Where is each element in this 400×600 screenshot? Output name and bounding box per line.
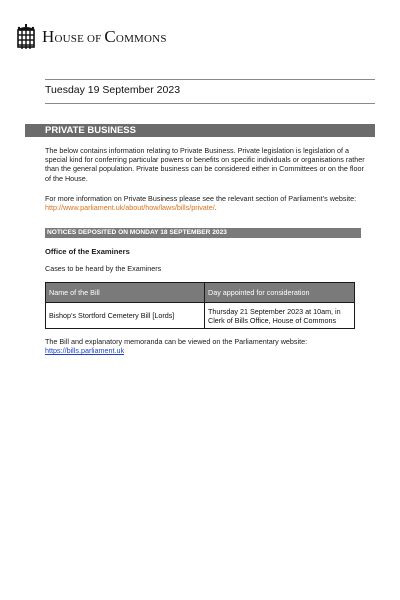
info-suffix: . [214, 203, 217, 213]
info-text: For more information on Private Business please see the relevant section of Parliament’s website: [45, 194, 357, 203]
day-line-2: Clerk of Bills Office, House of Commons [208, 315, 337, 325]
bill-name-cell: Bishop’s Stortford Cemetery Bill [Lords] [46, 303, 205, 329]
divider [45, 103, 375, 104]
private-business-link[interactable]: http://www.parliament.uk/about/how/laws/bills/private/ [45, 203, 215, 213]
section-heading [25, 124, 375, 137]
section-title: PRIVATE BUSINESS [45, 125, 136, 136]
day-appointed-cell [205, 303, 355, 329]
footer-text: The Bill and explanatory memoranda can be viewed on the Parliamentary website: [45, 337, 308, 346]
footer-link-line [45, 346, 124, 355]
examiners-subheading: Office of the Examiners [45, 247, 130, 256]
info-paragraph [45, 194, 365, 212]
org-name: HOUSE OF COMMONS [42, 27, 167, 46]
bills-website-link[interactable]: https://bills.parliament.uk [45, 346, 125, 355]
column-header-bill: Name of the Bill [46, 283, 205, 303]
notices-heading [45, 228, 361, 238]
intro-paragraph: The below contains information relating to Private Business. Private legislation is legislation of a special kind for conferring particular powers or benefits on specific individuals or organisations rather than the general population. Private business can be considered either in Committees or on the floor of the House. [45, 146, 365, 183]
day-line-1: Thursday 21 September 2023 at 10am, in [208, 306, 341, 316]
table-row [46, 303, 355, 329]
bills-table [45, 282, 355, 329]
page-date: Tuesday 19 September 2023 [45, 84, 181, 96]
masthead [16, 24, 167, 50]
column-header-day: Day appointed for consideration [205, 283, 355, 303]
table-header-row [46, 283, 355, 303]
notices-title: NOTICES DEPOSITED ON MONDAY 18 SEPTEMBER 2023 [47, 229, 227, 236]
divider [45, 79, 375, 80]
portcullis-icon [16, 24, 36, 50]
cases-text: Cases to be heard by the Examiners [45, 264, 162, 273]
